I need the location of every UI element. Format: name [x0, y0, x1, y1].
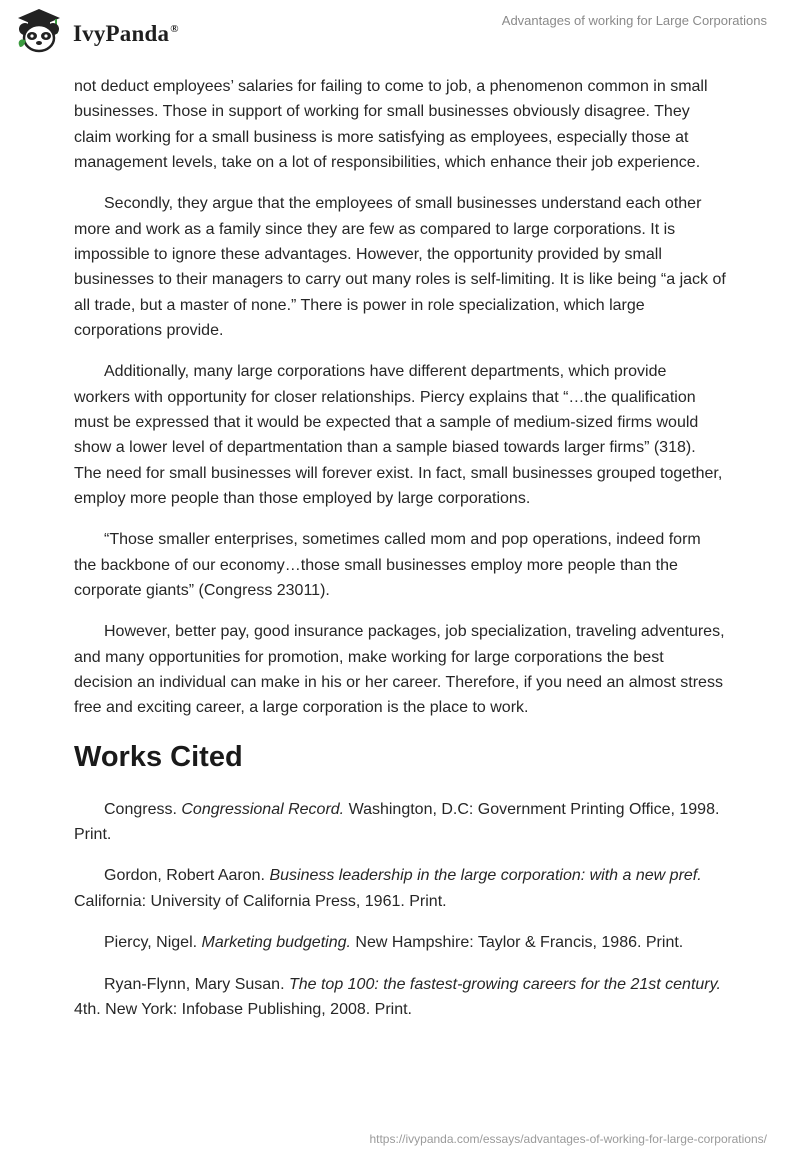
citation-piercy — [74, 930, 726, 955]
citation-author: Piercy, Nigel. — [104, 934, 202, 952]
citation-details: Washington, D.C: Government Printing Office, 1998. Print. — [74, 800, 720, 843]
page-header — [0, 0, 800, 66]
citation-title: Congressional Record. — [181, 800, 345, 818]
citation-title: Marketing budgeting. — [201, 934, 351, 952]
registered-mark: ® — [170, 23, 179, 36]
works-cited-heading: Works Cited — [74, 740, 243, 773]
citation-title: Business leadership in the large corporation: with a new pref. — [269, 867, 702, 885]
citation-title: The top 100: the fastest-growing careers for the 21st century. — [288, 975, 721, 993]
citation-author: Ryan-Flynn, Mary Susan. — [104, 975, 289, 993]
paragraph-2: Secondly, they argue that the employees of small businesses understand each other more and work as a family since they are few as compared to large corporations. It is impossible to ignore these advantages. However, the opportunity provided by small businesses to their managers to carry out many roles is self-limiting. It is like being “a jack of all trade, but a master of none.” There is power in role specialization, which large corporations provide. — [74, 195, 726, 339]
brand-name: IvyPanda® — [73, 21, 179, 46]
ivypanda-logo[interactable] — [14, 7, 179, 55]
citation-details: 4th. New York: Infobase Publishing, 2008. Print. — [74, 1000, 412, 1018]
paragraph-1: not deduct employees’ salaries for failing to come to job, a phenomenon common in small businesses. Those in support of working for small businesses obviously disagree. They claim working for a small business is more satisfying as employees, especially those at management levels, take on a lot of responsibilities, which enhance their job experience. — [74, 78, 708, 171]
citation-author: Congress. — [104, 800, 182, 818]
citation-details: New Hampshire: Taylor & Francis, 1986. Print. — [350, 934, 684, 952]
paragraph-4: “Those smaller enterprises, sometimes called mom and pop operations, indeed form the backbone of our economy…those small businesses employ more people than the corporate giants” (Congress 23011). — [74, 531, 701, 599]
citation-author: Gordon, Robert Aaron. — [104, 867, 270, 885]
citation-gordon — [74, 863, 726, 914]
panda-graduate-icon — [14, 7, 64, 55]
paragraph-3: Additionally, many large corporations have different departments, which provide workers with opportunity for closer relationships. Piercy explains that “…the qualification must be expressed that it would be expected that a sample of medium-sized firms would show a lower level of departmentation than a sample biased towards larger firms” (318). The need for small businesses will forever exist. In fact, small businesses grouped together, employ more people than those employed by large corporations. — [74, 363, 723, 507]
running-title: Advantages of working for Large Corporations — [501, 13, 767, 28]
source-url-link[interactable]: https://ivypanda.com/essays/advantages-of-working-for-large-corporations/ — [369, 1132, 767, 1146]
paragraph-5: However, better pay, good insurance packages, job specialization, traveling adventures, and many opportunities for promotion, make working for large corporations the best decision an individual can make in his or her career. Therefore, if you need an almost stress free and exciting career, a large corporation is the place to work. — [74, 623, 725, 717]
citation-ryan-flynn — [74, 972, 726, 1023]
essay-body — [74, 74, 726, 1038]
citation-congress — [74, 797, 726, 848]
citation-details: California: University of California Press, 1961. Print. — [74, 892, 447, 910]
